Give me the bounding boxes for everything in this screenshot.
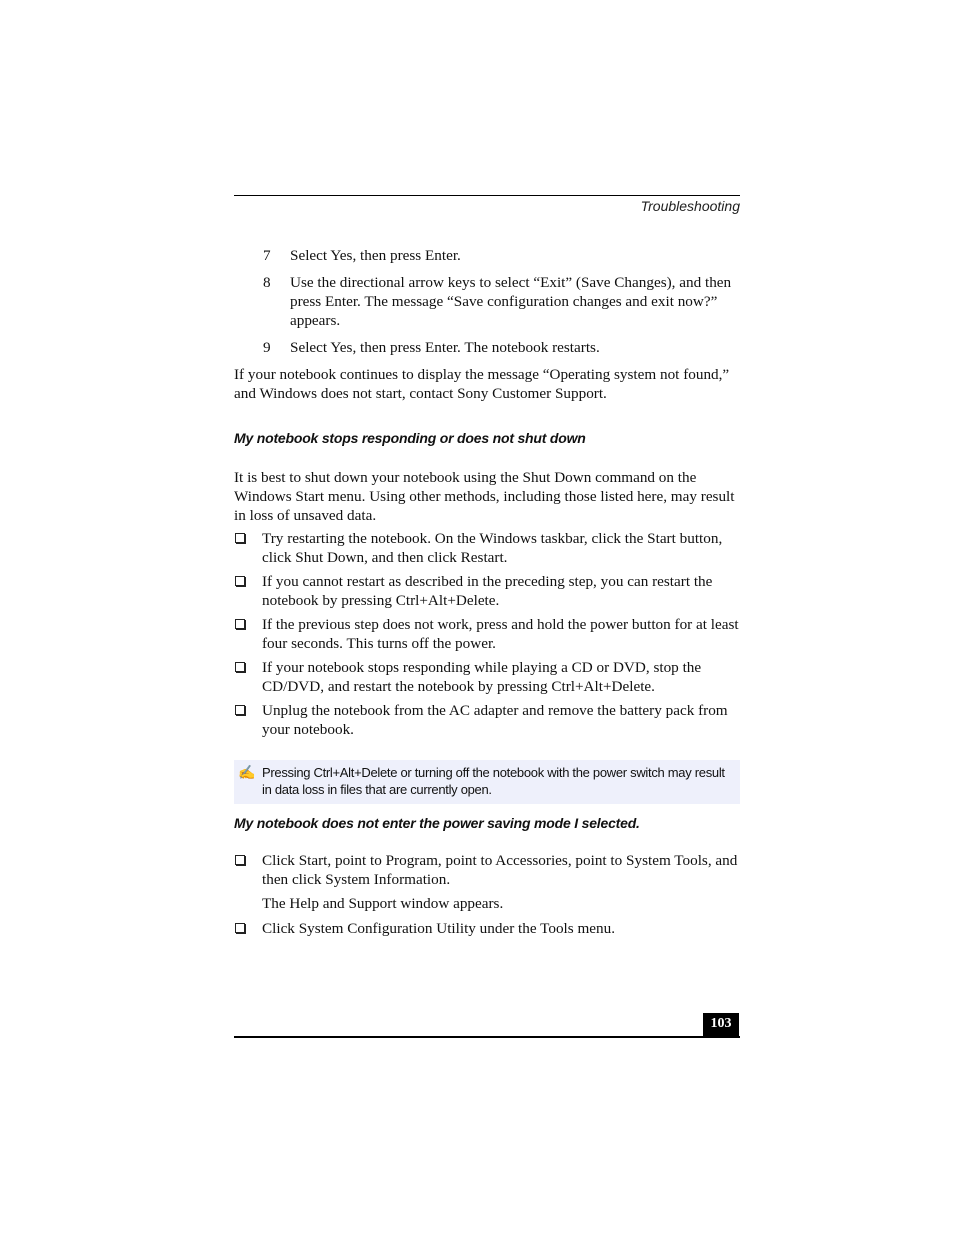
list-item: [234, 658, 740, 696]
footer-rule: [234, 1036, 740, 1038]
pencil-note-icon: ✍: [238, 764, 256, 780]
step-text: Use the directional arrow keys to select “Exit” (Save Changes), and then press Enter. The message “Save configuration changes and exit now?” appears.: [290, 274, 732, 329]
step-text: Select Yes, then press Enter.: [290, 247, 461, 264]
list-item: [234, 572, 740, 610]
section-heading: My notebook does not enter the power saving mode I selected.: [234, 815, 640, 831]
page-number: 103: [703, 1013, 739, 1037]
step-number: 9: [263, 339, 271, 356]
body-paragraph: It is best to shut down your notebook using the Shut Down command on the Windows Start menu. Using other methods, including those listed here, may result in loss of unsaved data.: [234, 469, 735, 524]
list-item: [234, 851, 740, 889]
numbered-step: [234, 338, 740, 357]
list-item-text: Try restarting the notebook. On the Windows taskbar, click the Start button, click Shut Down, and then click Restart.: [262, 530, 723, 566]
numbered-step: [234, 246, 740, 265]
page-content: [234, 246, 740, 943]
header-rule: [234, 195, 740, 196]
list-item: [234, 919, 740, 938]
list-item-text: Click System Configuration Utility under the Tools menu.: [262, 920, 616, 937]
checkbox-bullet-icon: [234, 615, 262, 653]
numbered-step: [234, 273, 740, 330]
checkbox-bullet-icon: [234, 919, 262, 938]
body-paragraph: If your notebook continues to display the message “Operating system not found,” and Windows does not start, contact Sony Customer Support.: [234, 366, 730, 402]
list-item-text: If the previous step does not work, press and hold the power button for at least four seconds. This turns off the power.: [262, 616, 739, 652]
running-header: Troubleshooting: [640, 198, 740, 214]
step-number: 8: [263, 274, 271, 291]
list-item: [234, 701, 740, 739]
list-item: [234, 615, 740, 653]
step-text: Select Yes, then press Enter. The notebook restarts.: [290, 339, 600, 356]
section-heading: My notebook stops responding or does not shut down: [234, 430, 586, 446]
list-item-text: Unplug the notebook from the AC adapter and remove the battery pack from your notebook.: [262, 702, 728, 738]
checkbox-bullet-icon: [234, 658, 262, 696]
checkbox-bullet-icon: [234, 572, 262, 610]
list-item-text: If your notebook stops responding while playing a CD or DVD, stop the CD/DVD, and restart the notebook by pressing Ctrl+Alt+Delete.: [262, 659, 702, 695]
checkbox-bullet-icon: [234, 529, 262, 567]
list-item: [234, 529, 740, 567]
list-item-followup: The Help and Support window appears.: [262, 895, 504, 912]
list-item-text: Click Start, point to Program, point to Accessories, point to System Tools, and then click System Information.: [262, 852, 738, 888]
note-box: [234, 760, 740, 804]
checkbox-bullet-icon: [234, 851, 262, 889]
step-number: 7: [263, 247, 271, 264]
note-text: Pressing Ctrl+Alt+Delete or turning off the notebook with the power switch may result in data loss in files that are currently open.: [262, 765, 725, 797]
checkbox-bullet-icon: [234, 701, 262, 739]
list-item-text: If you cannot restart as described in the preceding step, you can restart the notebook by pressing Ctrl+Alt+Delete.: [262, 573, 713, 609]
